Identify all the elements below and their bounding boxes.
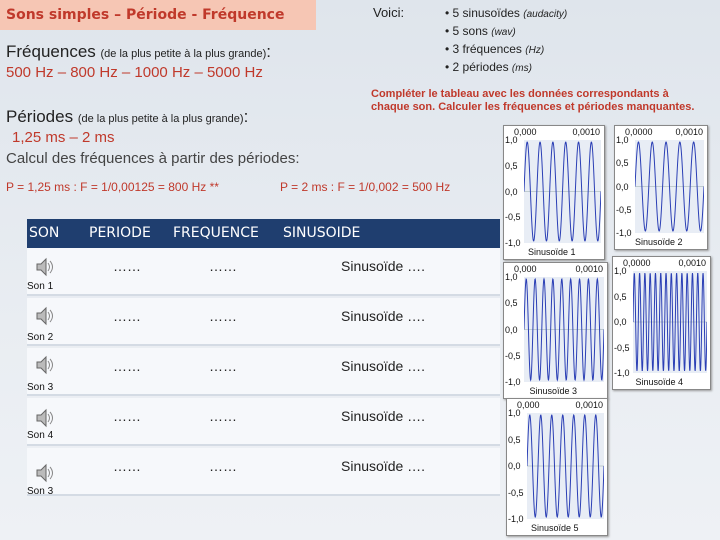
table-row <box>27 248 500 296</box>
time-label: 0,0000 <box>625 127 653 137</box>
waveform <box>633 271 707 373</box>
axis-label: -1,0 <box>505 238 521 248</box>
time-label: 0,000 <box>517 400 540 410</box>
header-sinusoide: SINUSOIDE <box>283 225 361 241</box>
axis-label: 1,0 <box>616 135 629 145</box>
page-title: Sons simples – Période - Fréquence <box>0 0 316 30</box>
voici-list <box>445 5 567 77</box>
axis-label: -0,5 <box>508 487 524 498</box>
list-item: • 5 sons (wav) <box>445 24 516 38</box>
axis-label: -0,5 <box>616 204 632 215</box>
axis-label: -1,0 <box>505 377 521 387</box>
frequences-colon: : <box>266 42 271 61</box>
axis-label: 0,5 <box>616 158 629 169</box>
sinusoide-caption: Sinusoïde 1 <box>528 247 576 257</box>
axis-label: -0,5 <box>614 342 630 353</box>
header-son: SON <box>29 225 60 241</box>
periodes-values: 1,25 ms – 2 ms <box>12 129 115 146</box>
list-item: • 2 périodes (ms) <box>445 60 532 74</box>
formula-a: P = 1,25 ms : F = 1/0,00125 = 800 Hz ** <box>6 180 219 194</box>
time-label: 0,0000 <box>623 258 651 268</box>
sinusoide-1-screenshot <box>503 125 605 260</box>
axis-label: 1,0 <box>505 135 518 145</box>
waveform <box>524 140 601 243</box>
speaker-icon[interactable] <box>34 462 56 484</box>
son-label: Son 3 <box>27 382 54 393</box>
time-label: 0,0010 <box>675 127 703 137</box>
axis-label: 0,0 <box>505 186 518 197</box>
periodes-label: Périodes <box>6 107 74 126</box>
instruction-text: Compléter le tableau avec les données correspondants à chaque son. Calculer les fréquences et périodes manquantes. <box>371 88 695 113</box>
time-label: 0,0010 <box>678 258 706 268</box>
table-row <box>27 448 500 496</box>
sinusoide-caption: Sinusoïde 3 <box>529 386 578 396</box>
speaker-icon[interactable] <box>34 407 56 429</box>
periodes-note: (de la plus petite à la plus grande) <box>77 113 244 125</box>
speaker-icon[interactable] <box>34 305 56 327</box>
waveform <box>527 413 604 519</box>
list-item: • 3 fréquences (Hz) <box>445 42 545 56</box>
sinusoide-4-screenshot <box>612 256 711 390</box>
sinusoide-2-screenshot <box>614 125 708 250</box>
axis-label: 0,0 <box>614 317 627 327</box>
calcul-label: Calcul des fréquences à partir des périodes: <box>6 150 300 167</box>
header-frequence: FREQUENCE <box>173 225 259 241</box>
axis-label: -1,0 <box>614 368 630 378</box>
waveform <box>524 277 604 382</box>
sinus-cell: Sinusoïde …. <box>341 458 426 474</box>
axis-label: 0,5 <box>505 298 518 309</box>
axis-label: 1,0 <box>508 408 521 418</box>
time-label: 0,0010 <box>572 127 600 137</box>
table-header <box>27 219 500 248</box>
header-periode: PERIODE <box>89 225 151 241</box>
time-label: 0,000 <box>514 127 537 137</box>
periode-cell: …… <box>113 408 141 424</box>
sinus-cell: Sinusoïde …. <box>341 308 426 324</box>
sinusoide-5-screenshot <box>506 398 608 536</box>
axis-label: 0,0 <box>505 324 518 335</box>
sinusoide-caption: Sinusoïde 5 <box>531 523 579 533</box>
table-row <box>27 298 500 346</box>
son-label: Son 1 <box>27 281 54 292</box>
frequences-label: Fréquences <box>6 42 96 61</box>
sinus-cell: Sinusoïde …. <box>341 258 426 274</box>
time-label: 0,0010 <box>575 264 603 274</box>
axis-label: 0,5 <box>505 160 518 171</box>
sinusoide-caption: Sinusoïde 4 <box>635 377 684 387</box>
sinus-cell: Sinusoïde …. <box>341 408 426 424</box>
periode-cell: …… <box>113 458 141 474</box>
time-label: 0,000 <box>514 264 537 274</box>
sinusoide-3-screenshot <box>503 262 608 399</box>
frequences-heading <box>6 42 271 62</box>
formula-b: P = 2 ms : F = 1/0,002 = 500 Hz <box>280 180 451 194</box>
periode-cell: …… <box>113 308 141 324</box>
frequence-cell: …… <box>209 358 237 374</box>
waveform <box>635 140 704 233</box>
frequence-cell: …… <box>209 258 237 274</box>
frequence-cell: …… <box>209 408 237 424</box>
speaker-icon[interactable] <box>34 256 56 278</box>
frequence-cell: …… <box>209 458 237 474</box>
periode-cell: …… <box>113 358 141 374</box>
frequences-note: (de la plus petite à la plus grande) <box>100 48 267 60</box>
speaker-icon[interactable] <box>34 354 56 376</box>
axis-label: 1,0 <box>505 272 518 282</box>
axis-label: 0,5 <box>508 434 521 445</box>
axis-label: 0,5 <box>614 291 627 302</box>
axis-label: 0,0 <box>616 181 629 192</box>
axis-label: 1,0 <box>614 266 627 276</box>
voici-label: Voici: <box>373 5 405 20</box>
time-label: 0,0010 <box>575 400 603 410</box>
list-item: • 5 sinusoïdes (audacity) <box>445 6 568 20</box>
axis-label: 0,0 <box>508 461 521 471</box>
son-label: Son 4 <box>27 430 54 441</box>
frequences-values: 500 Hz – 800 Hz – 1000 Hz – 5000 Hz <box>6 64 263 81</box>
table-row <box>27 398 500 446</box>
axis-label: -1,0 <box>616 228 632 238</box>
axis-label: -0,5 <box>505 212 521 223</box>
sinusoide-caption: Sinusoïde 2 <box>635 237 683 247</box>
periodes-heading <box>6 107 248 127</box>
frequence-cell: …… <box>209 308 237 324</box>
periode-cell: …… <box>113 258 141 274</box>
son-label: Son 3 <box>27 486 54 497</box>
axis-label: -0,5 <box>505 350 521 361</box>
axis-label: -1,0 <box>508 514 524 524</box>
table-row <box>27 348 500 396</box>
sinus-cell: Sinusoïde …. <box>341 358 426 374</box>
son-label: Son 2 <box>27 332 54 343</box>
periodes-colon: : <box>243 107 249 126</box>
